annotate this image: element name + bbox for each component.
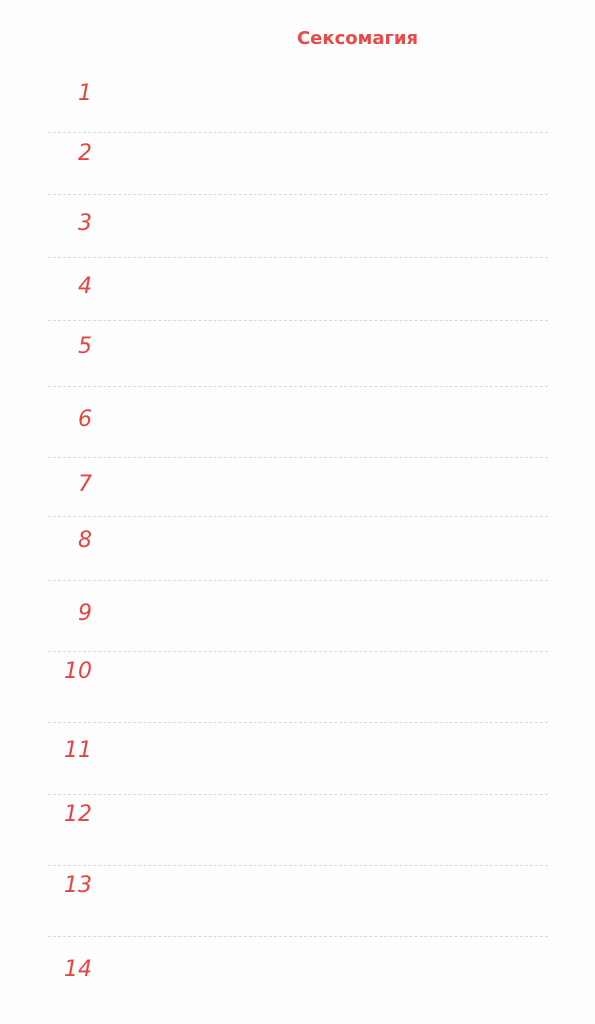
row-divider — [48, 257, 548, 258]
row-divider — [48, 580, 548, 581]
row-divider — [48, 794, 548, 795]
row-divider — [48, 865, 548, 866]
row-divider — [48, 132, 548, 133]
row-divider — [48, 516, 548, 517]
row-divider — [48, 651, 548, 652]
row-divider — [48, 457, 548, 458]
row-number: 2 — [78, 141, 92, 166]
row-divider — [48, 320, 548, 321]
row-divider — [48, 936, 548, 937]
row-divider — [48, 386, 548, 387]
row-number: 4 — [78, 274, 92, 299]
row-number: 5 — [78, 334, 92, 359]
row-number: 7 — [78, 472, 92, 497]
row-number: 11 — [64, 738, 92, 763]
row-number: 6 — [78, 407, 92, 432]
page-title: Сексомагия — [296, 28, 419, 49]
row-number: 1 — [78, 81, 92, 106]
row-divider — [48, 722, 548, 723]
row-number: 12 — [64, 802, 92, 827]
row-number: 14 — [64, 957, 92, 982]
row-number: 3 — [78, 211, 92, 236]
row-divider — [48, 194, 548, 195]
row-number: 13 — [64, 873, 92, 898]
row-number: 9 — [78, 601, 92, 626]
row-number: 10 — [64, 659, 92, 684]
row-number: 8 — [78, 528, 92, 553]
